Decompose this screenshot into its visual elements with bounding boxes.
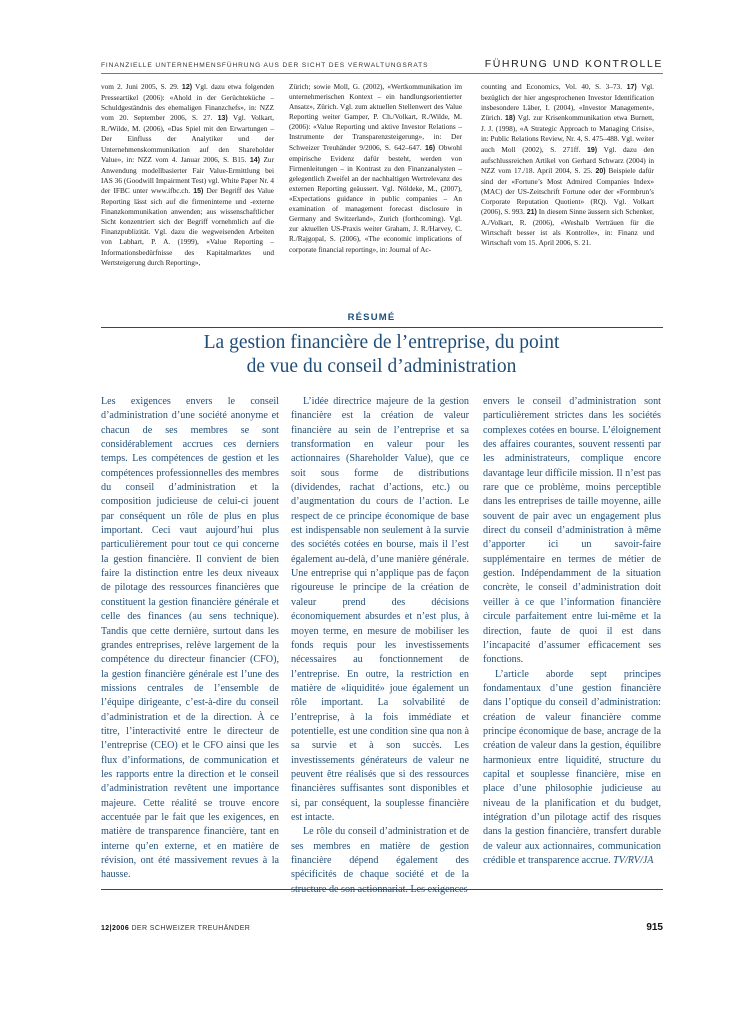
section-divider-bottom — [101, 889, 663, 890]
footer-journal-name: DER SCHWEIZER TREUHÄNDER — [129, 925, 251, 932]
body-paragraph — [483, 668, 661, 869]
running-header-left: FINANZIELLE UNTERNEHMENSFÜHRUNG AUS DER SICHT DES VERWALTUNGSRATS — [101, 62, 429, 69]
footnote-number: 19) — [586, 146, 598, 154]
author-initials: TV/RV/JA — [613, 855, 654, 866]
body-paragraph: L’idée directrice majeure de la gestion financière est la création de valeur financière au sein de l’entreprise et sa transformation en valeur pour les actionnaires (Shareholder Value), que ce soit sous forme de distributions (dividendes, rachat d’actions, etc.) ou d’augmentation du cours de l’action. Le respect de ce principe économique de base est indispensable non seulement à la survie des sociétés cotées en bourse, mais il l’est également au-delà, d’une manière générale. Une entreprise qui n’applique pas de façon rigoureuse le principe de la création de valeur prend des décisions économiquement absurdes et n’est plus, à moyen terme, en mesure de mobiliser les fonds requis pour les investissements nécessaires au fonctionnement de l’entreprise. En outre, la restriction en matière de «liquidité» joue également un rôle important. La solvabilité de l’entreprise, à la fois immédiate et potentielle, est une condition sine qua non à sa survie et à son succès. Les investissements générateurs de valeur ne peuvent être réalisés que si des ressources financières suffisantes sont disponibles et si, par conséquent, la souplesse financière est intacte. — [291, 396, 469, 823]
footnote-text: Zürich; sowie Moll, G. (2002), «Wertkommunikation im unternehmerischen Kontext – ein handlungsorientierter Ansatz», Zürich. Vgl. zum aktuellen Stellenwert des Value Reporting weiter Gamper, P. Ch./Volkart, R./Wilde, M. (2006): «Value Reporting und aktive Investor Relations – Instrumente der Transparenzsteigerung», in: Der Schweizer Treuhänder 9/2006, S. 642–647. — [289, 82, 462, 152]
body-column-3 — [483, 395, 661, 868]
footnote-number: 12) — [181, 84, 193, 91]
footnote-text: Vgl. zur Krisenkommunikation etwa Burnett, J. J. (1998), «A Strategic Approach to Managing Crisis», in: Public Relations Review, Nr. 4, S. 475–488. Vgl. weiter auch Moll (2002), S. 271ff. — [481, 113, 654, 154]
footer-publication — [101, 925, 250, 932]
body-column-1 — [101, 395, 279, 883]
footnote-text: Der Begriff des Value Reporting lässt sich auf die firmeninterne und -externe Finanzkommunikation anwenden; aus wissenschaftlicher Sicht konzentriert sich der Begriff vornehmlich auf die Finanzpublizität. Vgl. dazu die wegweisenden Arbeiten von Labhart, P. A. (1999), «Value Reporting – Informationsbedürfnisse des Kapitalmarktes und Wertsteigerung durch Reporting», — [101, 185, 275, 267]
footer-issue: 12|2006 — [101, 925, 130, 932]
footnote-text: Vgl. dazu den aufschlussreichen Artikel von Gerhard Schwarz (2004) in NZZ vom 17./18. April 2004, S. 25. — [481, 144, 654, 175]
footnote-number: 20) — [595, 167, 606, 175]
running-header-right: FÜHRUNG UND KONTROLLE — [484, 58, 663, 70]
article-title-line-2: de vue du conseil d’administration — [246, 356, 517, 377]
footnote-number: 14) — [249, 156, 260, 164]
footnote-number: 15) — [193, 187, 204, 195]
footnote-text: vom 2. Juni 2005, S. 29. — [101, 82, 182, 91]
body-column-2 — [291, 395, 469, 897]
footnote-text: Zur Anwendung modellbasierter Fair Value-Ermittlung bei IAS 36 (Goodwill Impairment Test) vgl. White Paper Nr. 4 der IFBC unter www.ifbc.ch. — [101, 154, 274, 195]
footnotes-column-1 — [101, 82, 274, 268]
article-title — [120, 331, 643, 379]
footnote-text: counting and Economics, Vol. 40, S. 3–73. — [481, 82, 627, 91]
header-divider — [101, 73, 663, 74]
footnote-number: 21) — [526, 209, 537, 217]
footnotes-column-3 — [481, 82, 654, 249]
footnote-text: Vgl. Volkart, R./Wilde, M. (2006), «Das Spiel mit den Erwartungen – Der Einfluss der Analytiker und der Unternehmenskommunikation auf den Shareholder Value», in: NZZ vom 4. Januar 2006, S. B15. — [101, 113, 274, 164]
section-label: RÉSUMÉ — [347, 312, 396, 323]
footnote-number: 18) — [505, 115, 516, 123]
section-divider-top — [101, 327, 663, 328]
article-title-line-1: La gestion financière de l’entreprise, du point — [203, 332, 560, 353]
body-paragraph: envers le conseil d’administration sont particulièrement strictes dans les sociétés complexes cotées en bourse. L’éloignement des affaires courantes, souvent ressenti par les administrateurs, complique encore davantage leur difficile mission. Il n’est pas rare que ce problème, moins perceptible dans les entreprises de taille moyenne, aille souvent de pair avec un engagement plus direct du conseil d’administration à même d’apporter ici un savoir-faire supplémentaire en termes de métier de gestion. Indépendamment de la situation concrète, le conseil d’administration doit veiller à ce que l’information financière circule parfaitement entre lui-même et la direction, faute de quoi il est dans l’incapacité d’assumer efficacement ses fonctions. — [483, 396, 661, 666]
footnote-number: 17) — [626, 84, 637, 91]
footnote-text: Vgl. bezüglich der hier angesprochenen Investor Identification insbesondere Läber, I. (2004), «Investor Management», Zürich. — [481, 82, 654, 123]
footnote-number: 13) — [217, 115, 228, 123]
footnote-text: Vgl. dazu etwa folgenden Presseartikel (2006): «Ahold in der Gerüchteküche – Schuldgeständnis des ehemaligen Finanzchefs», in: NZZ vom 20. September 2006, S. 27. — [101, 82, 274, 123]
footnote-text: Beispiele dafür sind der «Fortune’s Most Admired Companies Index» (MAC) der US-Zeitschrift Fortune oder der «Formbrun’s Corporate Reputation Quotient» (RQ). Vgl. Volkart (2006), S. 993. — [481, 165, 654, 217]
footnotes-column-2 — [289, 82, 462, 255]
body-paragraph: Le rôle du conseil d’administration et de ses membres en matière de gestion financière dépend également des spécificités de chaque société et de la structure de son actionnariat. Les exigences — [291, 826, 469, 895]
body-paragraph-text: L’article aborde sept principes fondamentaux d’une gestion financière dans l’optique du conseil d’administration: création de valeur financière comme principe économique de base, ancrage de la création de valeur dans la gestion, équilibre harmonieux entre liquidité, structure du capital et souplesse financière, mise en place d’une philosophie judicieuse au niveau de la planification et du budget, intégration d’un pilotage actif des risques dans la gestion financière, transfert durable de valeur aux actionnaires, communication crédible et transparence accrue. — [483, 668, 661, 866]
footnote-text: Obwohl empirische Evidenz dafür besteht, werden von Firmenleitungen – in Kontrast zu den Finanzanalysten – gelegentlich Zweifel an der nachhaltigen Wertrelevanz des externen Reporting geäussert. Vgl. Nöldeke, M., (2007), «Expectations guidance in public companies – An examination of management forecast disclosure in Germany and Switzerland», Zurich (forthcoming). Vgl. zur aktuellen US-Praxis weiter Graham, J. R./Harvey, C. R./Rajgopal, S. (2006), «The economic implications of corporate financial reporting», in: Journal of Ac- — [289, 142, 462, 254]
footnote-text: In diesem Sinne äussern sich Schenker, A./Volkart, R. (2006), «Weshalb Verträuen für die Wirtschaft besser ist als Kontrolle», in: Finanz und Wirtschaft vom 15. April 2006, S. 21. — [481, 207, 654, 248]
footnote-number: 16) — [424, 144, 436, 152]
page-number: 915 — [646, 922, 663, 933]
body-paragraph: Les exigences envers le conseil d’administration d’une société anonyme et chacun de ses membres se sont considérablement accrues ces derniers temps. Les compétences de gestion et les compétences professionnelles des membres du conseil d’administration et la composition judicieuse de celui-ci jouent par conséquent un rôle de plus en plus important. Ceci vaut aujourd’hui plus particulièrement pour tout ce qui concerne la gestion financière. Il convient de bien faire la distinction entre les deux niveaux de pilotage des ressources financières que constituent la gestion financière générale et celle des finances (au sens technique). Tandis que cette dernière, surtout dans les grandes entreprises, relève largement de la compétence du directeur financier (CFO), la gestion financière générale est l’une des missions centrales de l’ensemble de l’équipe dirigeante, c’est-à-dire du conseil d’administration et de la direction. À ce titre, l’interactivité entre le directeur de l’entreprise (CEO) et le CFO ainsi que les flux d’informations, de communication et les rapports entre la direction et le conseil d’administration revêtent une importance majeure. Cette réalité se trouve encore accentuée par le fait que les exigences, en matière de transparence financière, tant en interne qu’en externe, et en matière de révision, ont été massivement revues à la hausse. — [101, 396, 279, 881]
